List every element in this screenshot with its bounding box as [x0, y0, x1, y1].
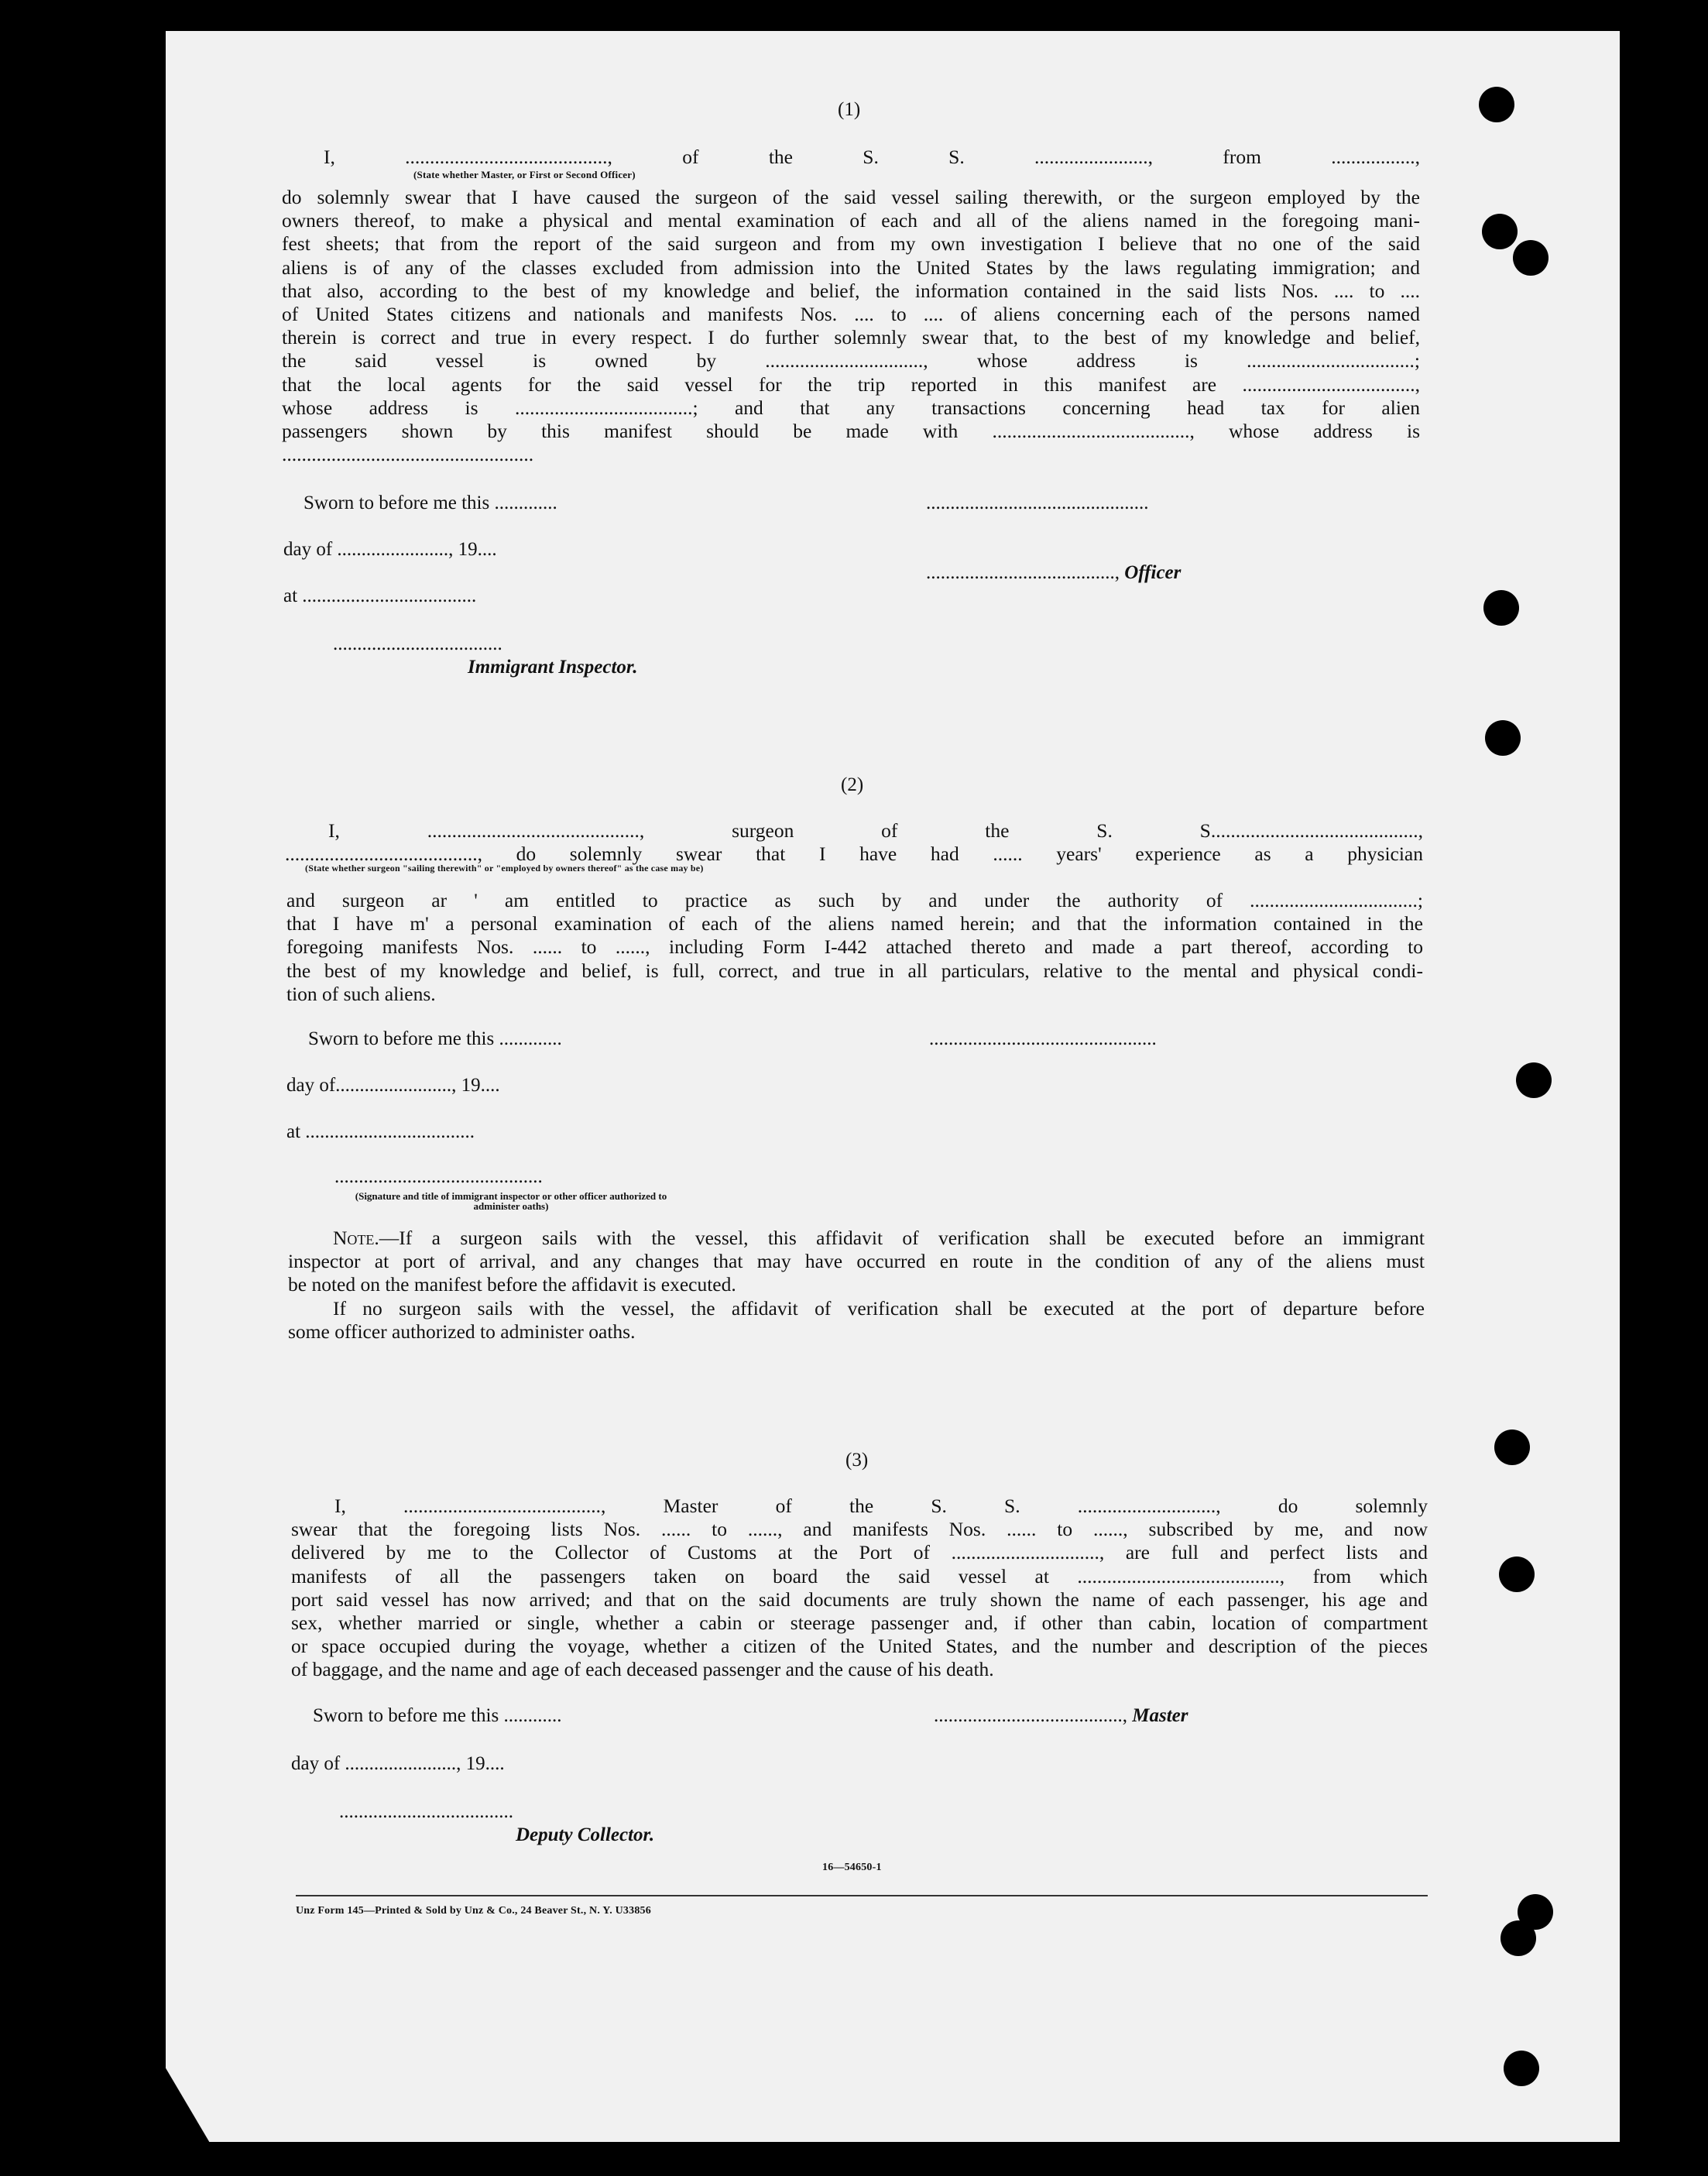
master-line: ......................................., Master [934, 1705, 1188, 1726]
section-2-header [285, 819, 1423, 866]
oath-line: delivered by me to the Collector of Customs at the Port of .............................., are full and perfect lists and [291, 1541, 1428, 1564]
oath-line: of baggage, and the name and age of each deceased passenger and the cause of his death. [291, 1658, 994, 1681]
inspector-signature-dots: ................................... [333, 633, 502, 654]
footer-rule [296, 1895, 1428, 1896]
sworn-line: Sworn to before me this ............ [313, 1705, 562, 1726]
section-1-oath [282, 186, 1420, 466]
oath-line: sex, whether married or single, whether a cabin or steerage passenger and, if other than cabin, location of compartment [291, 1611, 1428, 1635]
oath-line: and surgeon ar ' am entitled to practice as such by and under the authority of ..................................; [286, 889, 1423, 911]
oath-line: passengers shown by this manifest should be made with ........................................, whose address is [282, 420, 1420, 443]
oath-line: swear that the foregoing lists Nos. ...... to ......, and manifests Nos. ...... to ......, subscribed by me, and now [291, 1518, 1428, 1541]
note-line: If no surgeon sails with the vessel, the affidavit of verification shall be executed at the port of departure before [333, 1296, 1425, 1320]
punch-hole [1483, 590, 1519, 626]
sworn-line: Sworn to before me this ............. [308, 1028, 562, 1049]
oath-line: or space occupied during the voyage, whether a citizen of the United States, and the number and description of the pieces [291, 1635, 1428, 1658]
note-line: inspector at port of arrival, and any changes that may have occurred en route in the condition of any of the aliens must [288, 1250, 1425, 1273]
oath-line: ................................................... [282, 443, 534, 466]
section-1-number: (1) [838, 99, 861, 120]
section-2-oath [286, 889, 1423, 1006]
oath-line: that the local agents for the said vessel for the trip reported in this manifest are ..................................., [282, 372, 1420, 396]
oath-line: the said vessel is owned by ................................, whose address is ..................................; [282, 349, 1420, 372]
punch-hole [1499, 1556, 1535, 1592]
oath-line: port said vessel has now arrived; and that on the said documents are truly shown the name of each passenger, his age and [291, 1587, 1428, 1611]
punch-hole [1516, 1062, 1552, 1098]
role-word: Officer [1124, 562, 1182, 583]
section-3-number: (3) [845, 1450, 869, 1471]
first-line-text: I, ........................................., of the S. S. ......................., from ................., [324, 146, 1420, 168]
form-number: 16—54650-1 [822, 1862, 882, 1873]
oath-line: foregoing manifests Nos. ...... to ......, including Form I-442 attached thereto and made a part thereof, according to [286, 935, 1423, 959]
oath-line: tion of such aliens. [286, 982, 436, 1005]
officer-line [926, 562, 1181, 584]
sworn-line: Sworn to before me this ............. [304, 493, 557, 513]
section-2-number: (2) [841, 774, 864, 795]
oath-line: I, ........................................, Master of the S. S. ............................, do solemnly [334, 1495, 1428, 1517]
section-1-instruction: (State whether Master, or First or Second Officer) [413, 169, 636, 180]
at-line: at .................................... [283, 585, 477, 606]
oath-line: manifests of all the passengers taken on board the said vessel at ........................................., from which [291, 1564, 1428, 1587]
punch-hole [1482, 214, 1518, 249]
oath-line: aliens is of any of the classes excluded from admission into the United States by the laws regulating immigration; and [282, 256, 1420, 279]
oath-line: the best of my knowledge and belief, is full, correct, and true in all particulars, relative to the mental and physical condi- [286, 959, 1423, 982]
surgeon-signature-dots: ............................................... [929, 1028, 1157, 1049]
deputy-signature-dots: .................................... [339, 1801, 513, 1822]
signature-caption: (Signature and title of immigrant inspector or other officer authorized to administer oaths) [355, 1190, 667, 1212]
inspector-title: Immigrant Inspector. [468, 657, 638, 678]
officer-line-text: ......................................., Officer [926, 562, 1182, 583]
punch-hole [1485, 720, 1521, 756]
punch-hole [1513, 240, 1549, 276]
header-line: I, ..........................................., surgeon of the S. S.........................................., [328, 819, 1423, 842]
punch-hole [1494, 1430, 1530, 1465]
role-word: Master [1132, 1705, 1188, 1726]
punch-hole [1479, 87, 1514, 122]
inspector-signature-dots: ........................................... [334, 1166, 543, 1187]
note-label: Note. [333, 1227, 379, 1249]
section-3-oath [291, 1495, 1428, 1682]
officer-signature-dots: .............................................. [926, 493, 1149, 513]
printer-line: Unz Form 145—Printed & Sold by Unz & Co., 24 Beaver St., N. Y. U33856 [296, 1905, 651, 1917]
oath-line: therein is correct and true in every respect. I do further solemnly swear that, to the best of my knowledge and belief, [282, 326, 1420, 349]
note-line: some officer authorized to administer oaths. [288, 1320, 636, 1343]
oath-line: of United States citizens and nationals and manifests Nos. .... to .... of aliens concerning each of the persons named [282, 303, 1420, 326]
at-line: at ................................... [286, 1121, 475, 1142]
section-2-instruction: (State whether surgeon "sailing therewith" or "employed by owners thereof" as the case may be) [305, 863, 704, 873]
header-line: ......................................., do solemnly swear that I have had ...... years' experience as a physician [285, 843, 1423, 866]
oath-line: that also, according to the best of my knowledge and belief, the information contained in the said lists Nos. .... to .... [282, 279, 1420, 302]
section-1-first-line [324, 146, 1420, 169]
day-line: day of ......................., 19.... [283, 539, 497, 560]
punch-hole [1504, 2051, 1539, 2086]
oath-line: whose address is ....................................; and that any transactions concerning head tax for alien [282, 396, 1420, 419]
oath-line: fest sheets; that from the report of the said surgeon and from my own investigation I believe that no one of the said [282, 232, 1420, 256]
day-line: day of........................, 19.... [286, 1075, 500, 1096]
oath-line: owners thereof, to make a physical and mental examination of each and all of the aliens named in the foregoing mani- [282, 209, 1420, 232]
note-line [288, 1227, 1425, 1250]
note-line: be noted on the manifest before the affidavit is executed. [288, 1273, 736, 1296]
note-text: —If a surgeon sails with the vessel, this affidavit of verification shall be executed before an immigrant [379, 1227, 1425, 1249]
punch-hole [1501, 1920, 1536, 1956]
day-line: day of ......................., 19.... [291, 1753, 505, 1774]
deputy-title: Deputy Collector. [516, 1824, 655, 1845]
oath-line: do solemnly swear that I have caused the surgeon of the said vessel sailing therewith, or the surgeon employed by the [282, 186, 1420, 208]
section-2-note [288, 1227, 1425, 1344]
oath-line: that I have m' a personal examination of each of the aliens named herein; and that the information contained in the [286, 912, 1423, 935]
